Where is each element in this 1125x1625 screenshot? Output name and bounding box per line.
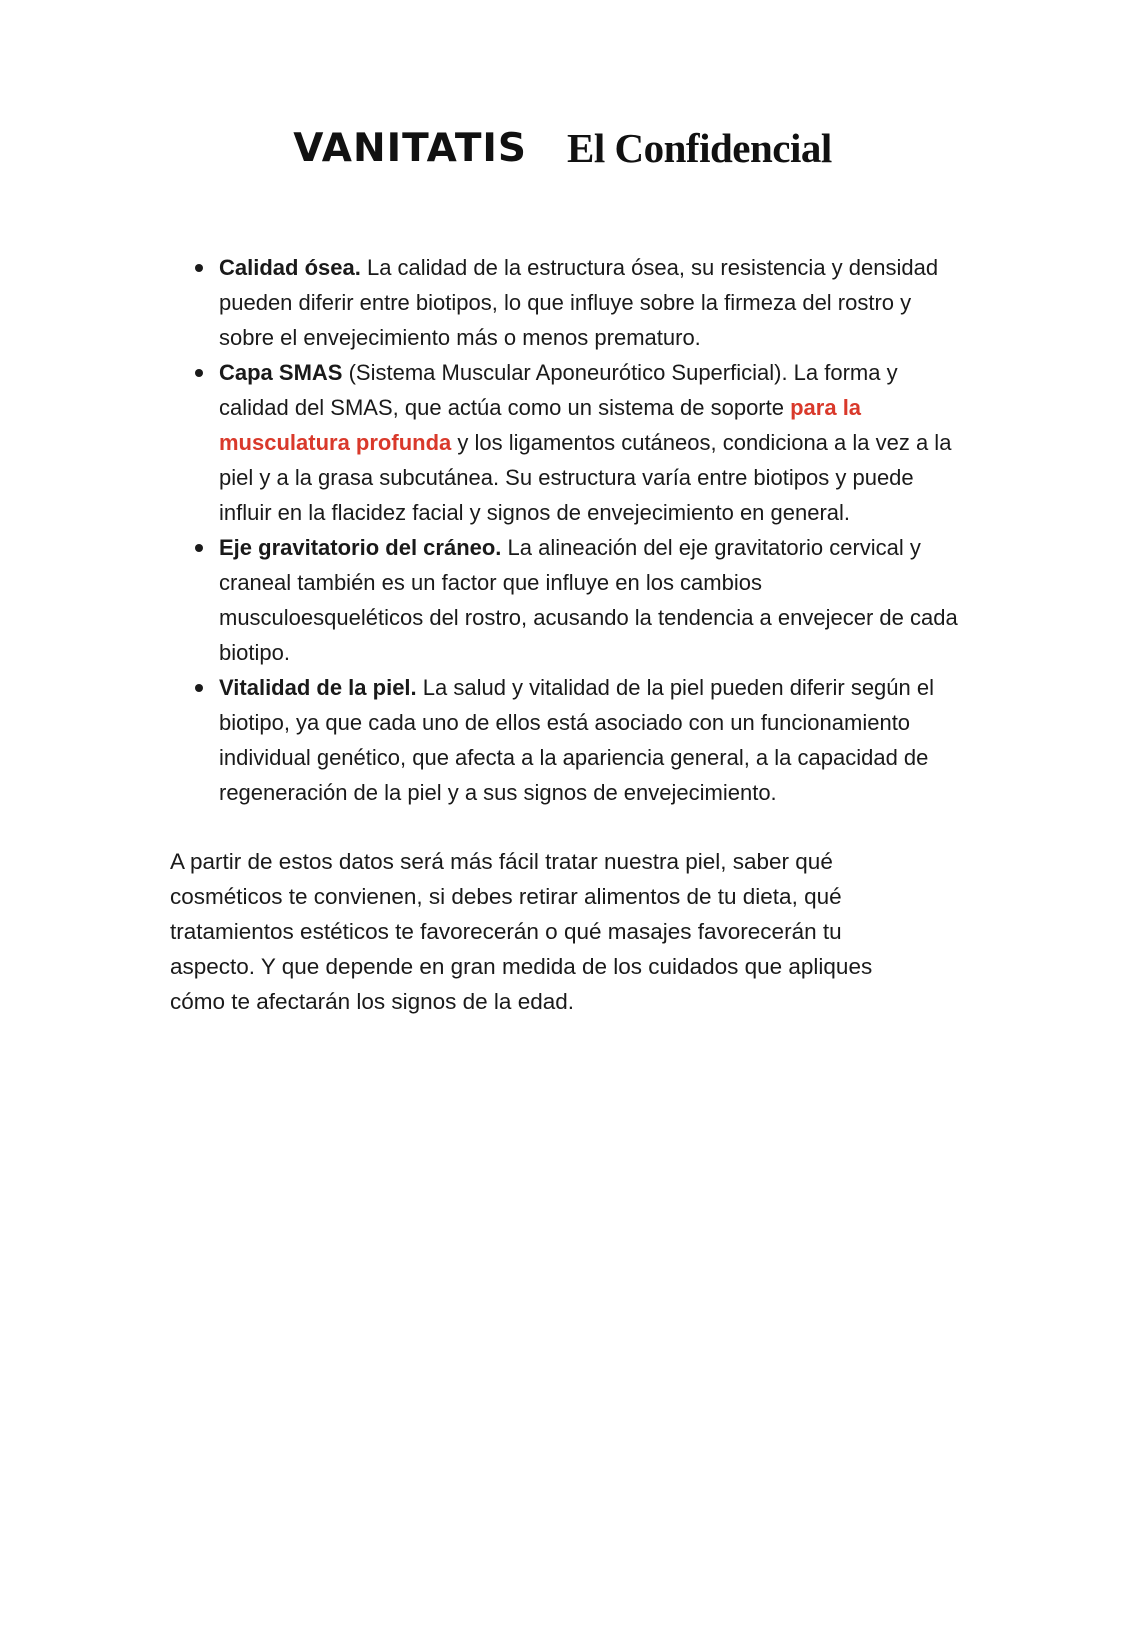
list-item [219, 530, 960, 670]
list-item [219, 250, 960, 355]
article-body [170, 250, 960, 1019]
header [0, 118, 1125, 178]
list-item [219, 670, 960, 810]
list-item-title: Vitalidad de la piel. [219, 675, 417, 700]
list-item-text: (Sistema Muscular Aponeurótico Superficial). La forma y calidad del SMAS, que actúa como un sistema de soporte [219, 360, 898, 420]
list-item-text: La calidad de la estructura ósea, su resistencia y densidad pueden diferir entre biotipos, lo que influye sobre la firmeza del rostro y sobre el envejecimiento más o menos prematuro. [219, 255, 939, 350]
list-item-title: Eje gravitatorio del cráneo. [219, 535, 502, 560]
conclusion-paragraph: A partir de estos datos será más fácil tratar nuestra piel, saber qué cosméticos te convienen, si debes retirar alimentos de tu dieta, qué tratamientos estéticos te favorecerán o qué masajes favorecerán tu aspecto. Y que depende en gran medida de los cuidados que apliques cómo te afectarán los signos de la edad. [170, 849, 873, 1014]
bullet-icon [195, 544, 203, 552]
musculatura-link[interactable]: para la musculatura profunda [219, 395, 862, 455]
list-item-text: La salud y vitalidad de la piel pueden diferir según el biotipo, ya que cada uno de ellos está asociado con un funcionamiento individual genético, que afecta a la apariencia general, a la capacidad de regeneración de la piel y a sus signos de envejecimiento. [219, 675, 934, 805]
el-confidencial-logo[interactable]: El Confidencial [567, 125, 832, 171]
list-item-text: La alineación del eje gravitatorio cervical y craneal también es un factor que influye en los cambios musculoesqueléticos del rostro, acusando la tendencia a envejecer de cada biotipo. [219, 535, 958, 665]
bullet-icon [195, 369, 203, 377]
list-item-title: Capa SMAS [219, 360, 343, 385]
bullet-list [170, 250, 960, 810]
vanitatis-logo[interactable]: VANITATIS [293, 125, 528, 171]
bullet-icon [195, 264, 203, 272]
list-item-text: y los ligamentos cutáneos, condiciona a la vez a la piel y a la grasa subcutánea. Su estructura varía entre biotipos y puede influir en la flacidez facial y signos de envejecimiento en general. [219, 430, 952, 525]
list-item-title: Calidad ósea. [219, 255, 361, 280]
list-item [219, 355, 960, 530]
bullet-icon [195, 684, 203, 692]
